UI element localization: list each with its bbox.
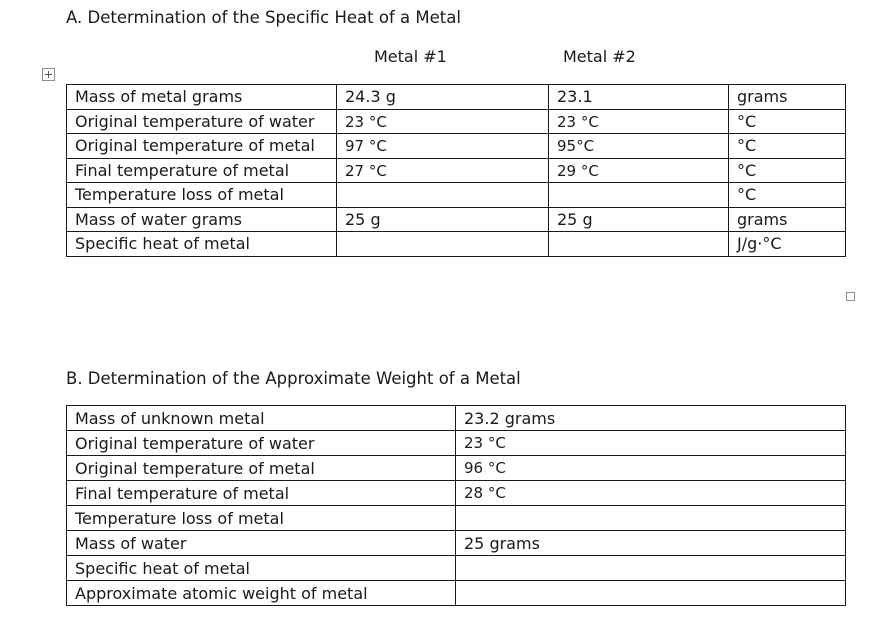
metal-1-value[interactable]	[337, 232, 549, 257]
table-row	[67, 556, 846, 581]
row-label[interactable]: Final temperature of metal	[67, 481, 456, 506]
metal-2-value[interactable]: 95°C	[549, 134, 729, 159]
row-value[interactable]: 23 °C	[456, 431, 846, 456]
row-label[interactable]: Specific heat of metal	[67, 556, 456, 581]
table-row	[67, 183, 846, 208]
atomic-weight-table	[66, 405, 846, 606]
unit-cell[interactable]: grams	[729, 207, 846, 232]
unit-cell[interactable]: °C	[729, 183, 846, 208]
unit-cell[interactable]: J/g·°C	[729, 232, 846, 257]
row-label[interactable]: Mass of unknown metal	[67, 406, 456, 431]
metal-1-value[interactable]: 23 °C	[337, 109, 549, 134]
metal-1-value[interactable]: 25 g	[337, 207, 549, 232]
unit-cell[interactable]: °C	[729, 109, 846, 134]
row-label[interactable]: Mass of metal grams	[67, 85, 337, 110]
metal-2-value[interactable]: 23.1	[549, 85, 729, 110]
table-row	[67, 581, 846, 606]
table-row	[67, 134, 846, 159]
metal-2-value[interactable]	[549, 232, 729, 257]
unit-cell[interactable]: °C	[729, 158, 846, 183]
metal-2-value[interactable]: 25 g	[549, 207, 729, 232]
row-label[interactable]: Approximate atomic weight of metal	[67, 581, 456, 606]
metal-1-value[interactable]	[337, 183, 549, 208]
row-label[interactable]: Temperature loss of metal	[67, 506, 456, 531]
table-row	[67, 481, 846, 506]
table-row	[67, 232, 846, 257]
unit-cell[interactable]: grams	[729, 85, 846, 110]
metal-2-value[interactable]: 29 °C	[549, 158, 729, 183]
row-label[interactable]: Mass of water grams	[67, 207, 337, 232]
row-value[interactable]	[456, 581, 846, 606]
column-header-metal-2: Metal #2	[563, 47, 636, 66]
section-b-heading: B. Determination of the Approximate Weight of a Metal	[66, 369, 521, 388]
table-row	[67, 85, 846, 110]
row-label[interactable]: Temperature loss of metal	[67, 183, 337, 208]
row-label[interactable]: Specific heat of metal	[67, 232, 337, 257]
row-label[interactable]: Final temperature of metal	[67, 158, 337, 183]
row-label[interactable]: Mass of water	[67, 531, 456, 556]
row-label[interactable]: Original temperature of metal	[67, 456, 456, 481]
table-row	[67, 207, 846, 232]
metal-1-value[interactable]: 97 °C	[337, 134, 549, 159]
table-row	[67, 158, 846, 183]
table-row	[67, 506, 846, 531]
metal-2-value[interactable]	[549, 183, 729, 208]
row-label[interactable]: Original temperature of water	[67, 109, 337, 134]
metal-1-value[interactable]: 27 °C	[337, 158, 549, 183]
table-row	[67, 531, 846, 556]
table-row	[67, 431, 846, 456]
metal-1-value[interactable]: 24.3 g	[337, 85, 549, 110]
table-row	[67, 406, 846, 431]
unit-cell[interactable]: °C	[729, 134, 846, 159]
row-value[interactable]: 25 grams	[456, 531, 846, 556]
specific-heat-table	[66, 84, 846, 257]
column-header-metal-1: Metal #1	[374, 47, 447, 66]
section-a-heading: A. Determination of the Specific Heat of a Metal	[66, 8, 461, 27]
table-row	[67, 109, 846, 134]
table-move-handle-icon[interactable]	[42, 68, 55, 81]
metal-2-value[interactable]: 23 °C	[549, 109, 729, 134]
row-value[interactable]: 28 °C	[456, 481, 846, 506]
row-value[interactable]: 23.2 grams	[456, 406, 846, 431]
row-value[interactable]	[456, 506, 846, 531]
row-label[interactable]: Original temperature of water	[67, 431, 456, 456]
row-value[interactable]	[456, 556, 846, 581]
table-row	[67, 456, 846, 481]
row-label[interactable]: Original temperature of metal	[67, 134, 337, 159]
row-value[interactable]: 96 °C	[456, 456, 846, 481]
table-resize-handle-icon[interactable]	[846, 292, 855, 301]
